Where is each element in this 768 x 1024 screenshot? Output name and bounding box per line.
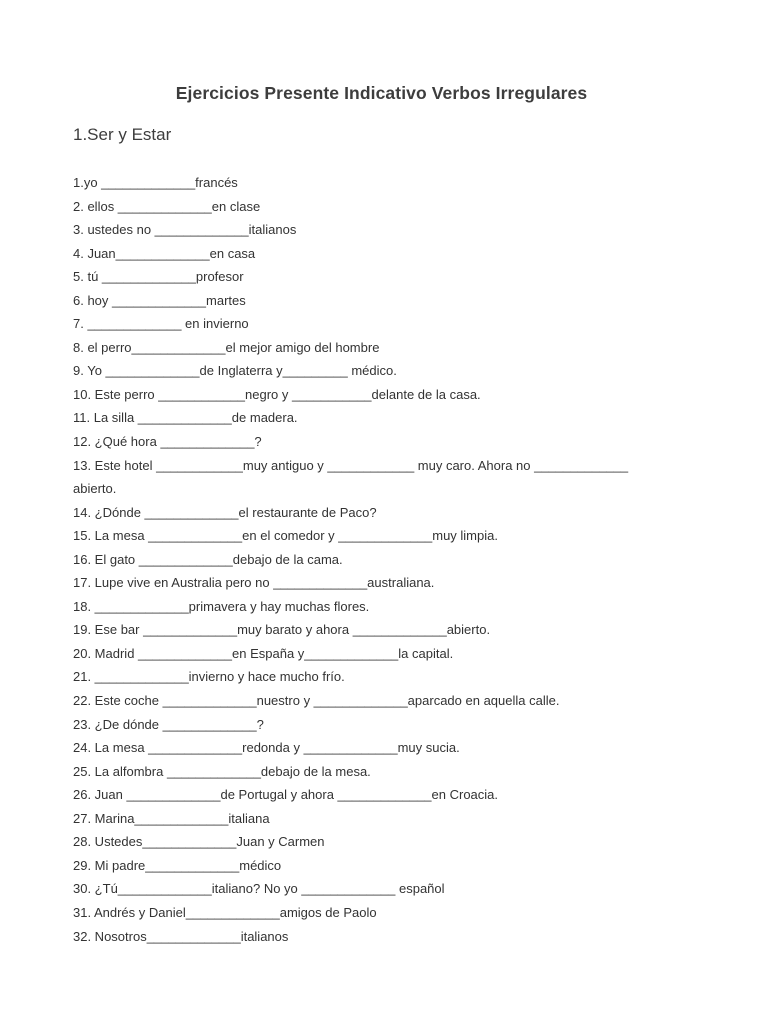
- exercise-line: 27. Marina_____________italiana: [73, 810, 270, 826]
- exercise-line: 20. Madrid _____________en España y_____________la capital.: [73, 645, 454, 661]
- exercise-line: 22. Este coche _____________nuestro y _____________aparcado en aquella calle.: [73, 693, 560, 709]
- exercise-line: 14. ¿Dónde _____________el restaurante de Paco?: [73, 504, 377, 520]
- exercise-line: 17. Lupe vive en Australia pero no _____________australiana.: [73, 575, 435, 591]
- exercise-line: 24. La mesa _____________redonda y _____________muy sucia.: [73, 740, 460, 756]
- exercise-line: abierto.: [73, 481, 117, 497]
- section-heading: 1.Ser y Estar: [73, 125, 172, 144]
- exercise-line: 2. ellos _____________en clase: [73, 198, 261, 214]
- exercise-line: 13. Este hotel ____________muy antiguo y ____________ muy caro. Ahora no _____________: [73, 457, 629, 473]
- exercise-line: 30. ¿Tú_____________italiano? No yo _____________ español: [73, 881, 445, 897]
- exercise-line: 3. ustedes no _____________italianos: [73, 222, 297, 238]
- exercise-line: 21. _____________invierno y hace mucho frío.: [73, 669, 345, 685]
- exercise-line: 31. Andrés y Daniel_____________amigos de Paolo: [73, 904, 377, 920]
- exercise-line: 7. _____________ en invierno: [73, 316, 249, 332]
- exercise-line: 6. hoy _____________martes: [73, 292, 246, 308]
- exercise-line: 9. Yo _____________de Inglaterra y_________ médico.: [73, 363, 397, 379]
- exercise-line: 16. El gato _____________debajo de la cama.: [73, 551, 343, 567]
- exercise-line: 1.yo _____________francés: [73, 175, 238, 190]
- exercise-line: 4. Juan_____________en casa: [73, 245, 256, 261]
- exercise-line: 23. ¿De dónde _____________?: [73, 716, 264, 732]
- exercise-line: 26. Juan _____________de Portugal y ahora _____________en Croacia.: [73, 787, 499, 803]
- exercise-list: [73, 171, 713, 948]
- exercise-line: 5. tú _____________profesor: [73, 269, 244, 285]
- exercise-line: 18. _____________primavera y hay muchas flores.: [73, 598, 370, 614]
- exercise-line: 10. Este perro ____________negro y ___________delante de la casa.: [73, 386, 481, 402]
- exercise-line: 8. el perro_____________el mejor amigo del hombre: [73, 339, 380, 355]
- exercise-line: 12. ¿Qué hora _____________?: [73, 434, 262, 450]
- exercise-line: 29. Mi padre_____________médico: [73, 857, 282, 873]
- exercise-line: 32. Nosotros_____________italianos: [73, 928, 289, 944]
- exercise-line: 11. La silla _____________de madera.: [73, 410, 298, 426]
- exercise-line: 28. Ustedes_____________Juan y Carmen: [73, 834, 325, 850]
- exercise-line: 15. La mesa _____________en el comedor y _____________muy limpia.: [73, 528, 498, 544]
- document-title: Ejercicios Presente Indicativo Verbos Irregulares: [175, 83, 588, 103]
- exercise-line: 19. Ese bar _____________muy barato y ahora _____________abierto.: [73, 622, 491, 638]
- exercise-line: 25. La alfombra _____________debajo de la mesa.: [73, 763, 371, 779]
